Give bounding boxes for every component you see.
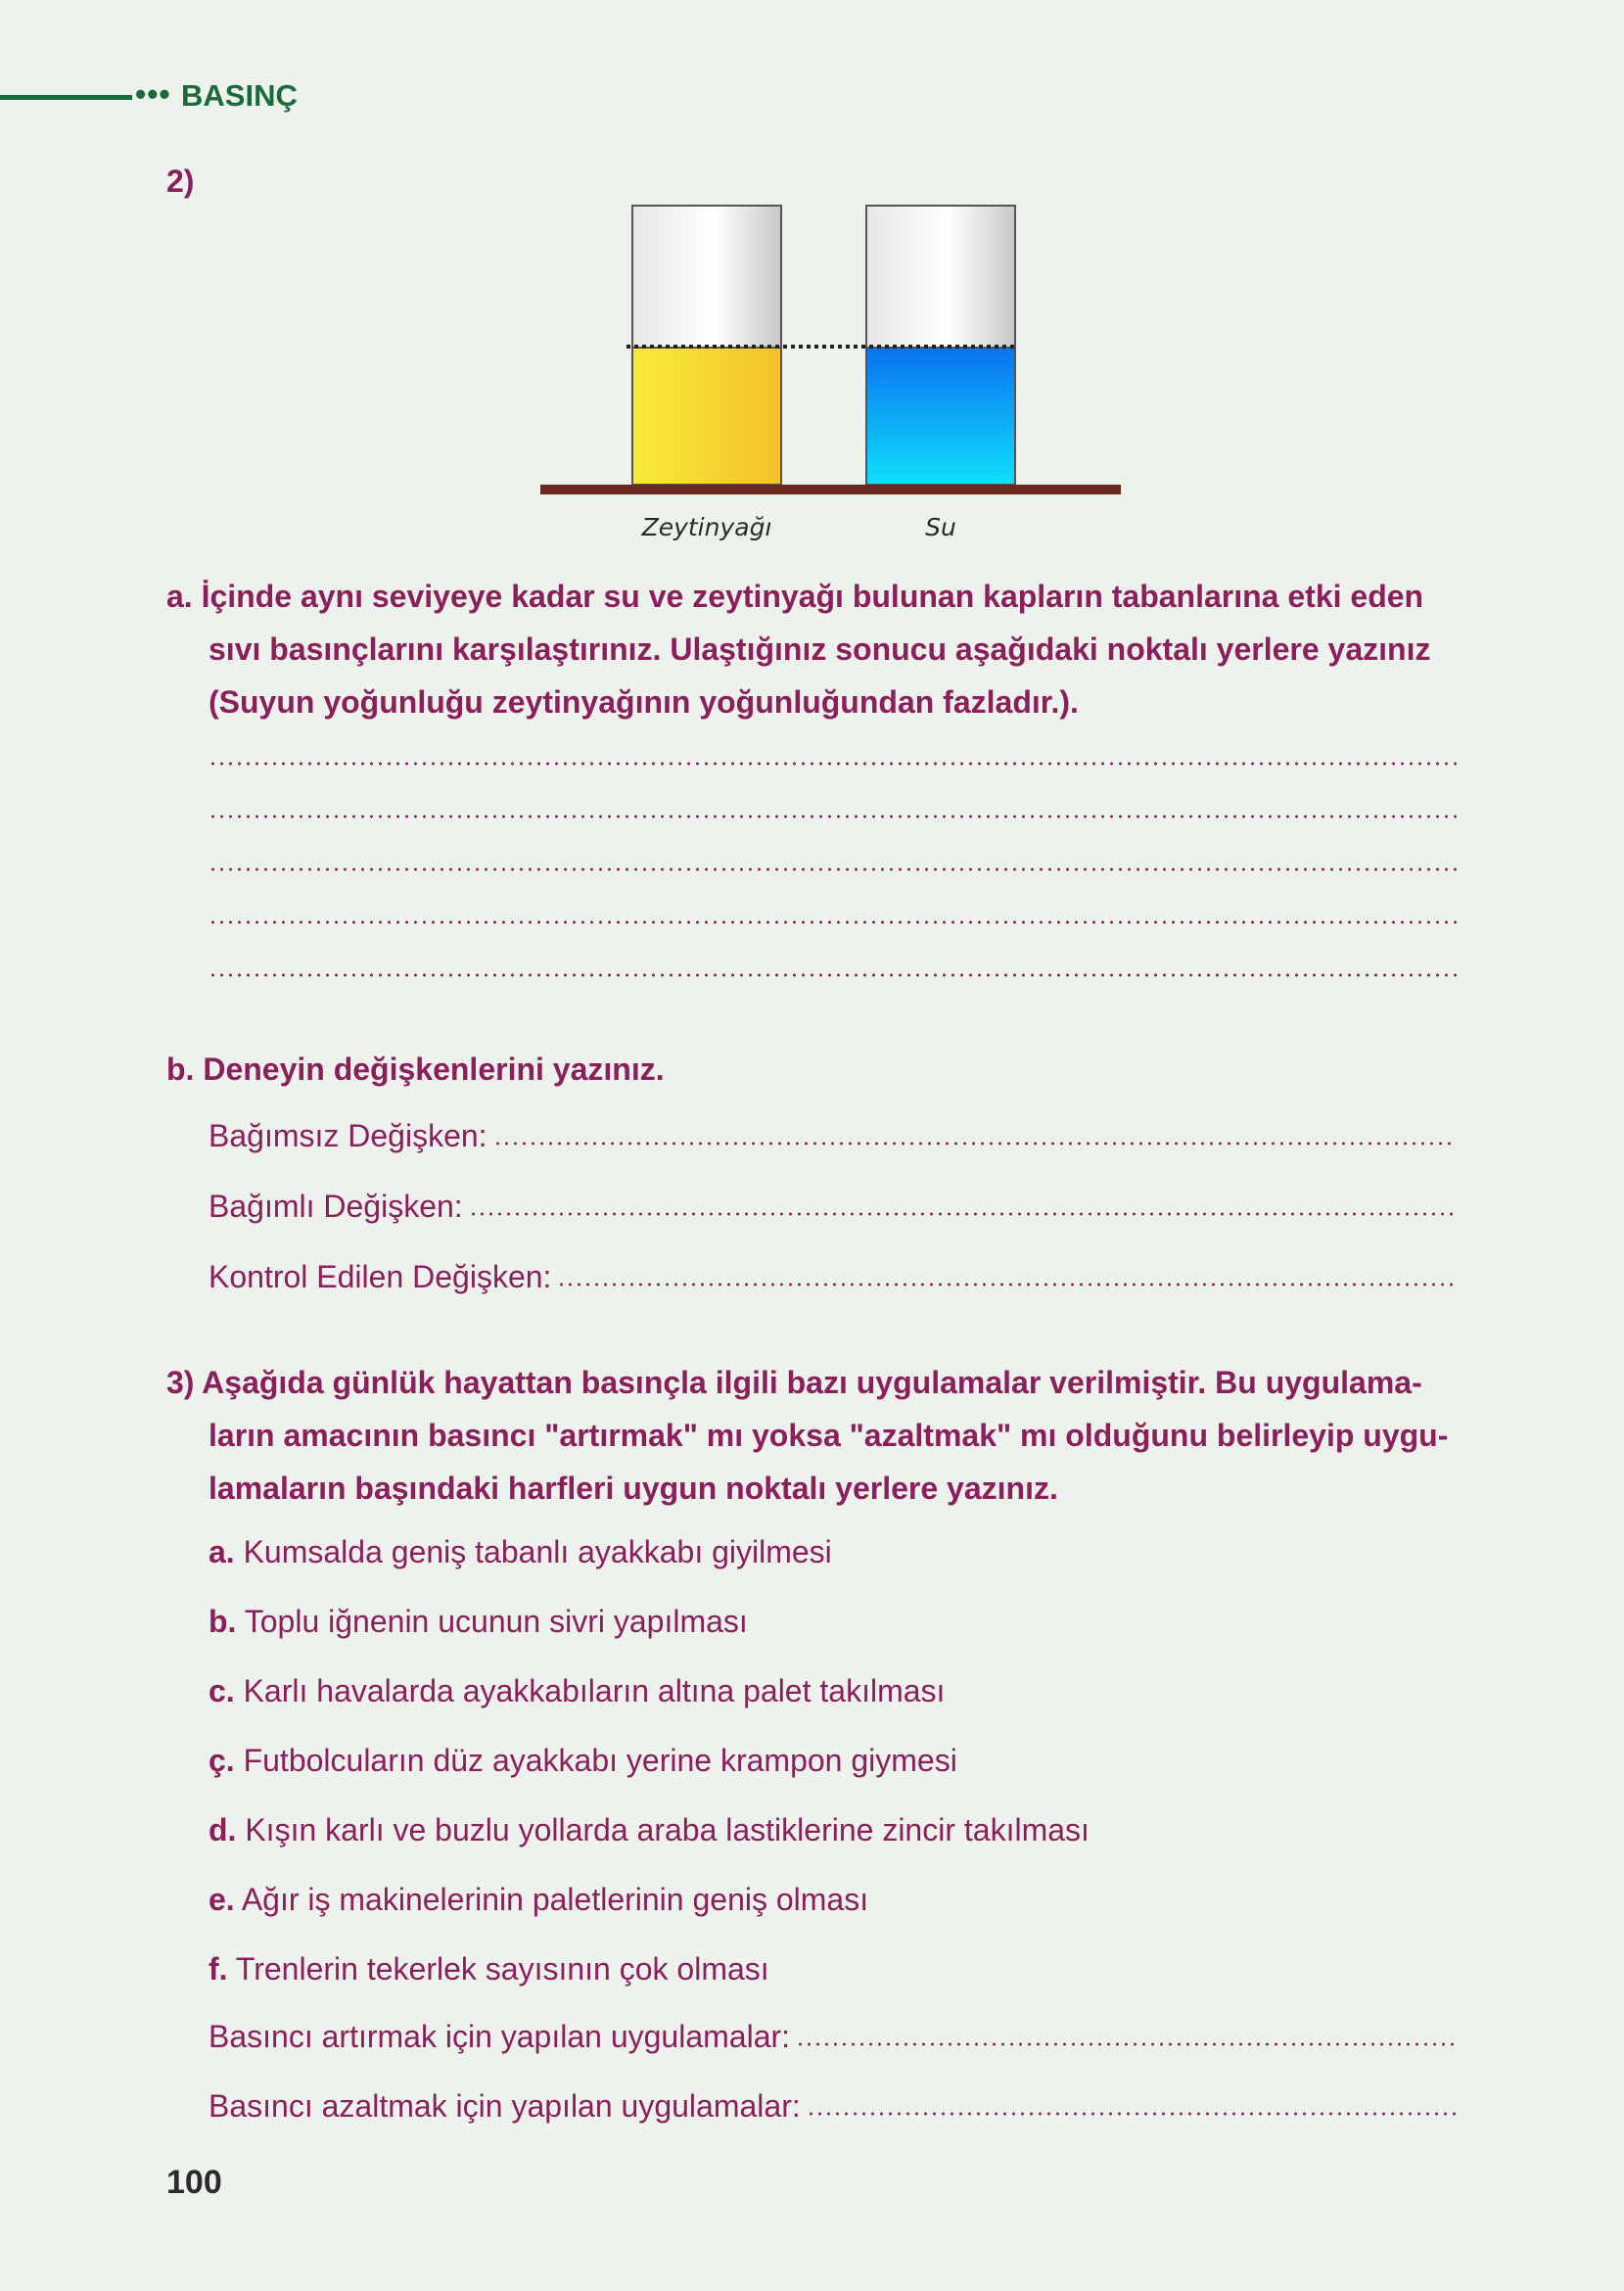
increase-label: Basıncı artırmak için yapılan uygulamalar:	[209, 2019, 791, 2054]
question-3-line1	[166, 1356, 1422, 1409]
part-a-letter: a.	[166, 579, 193, 614]
water-label: Su	[925, 513, 956, 541]
question-3-text1: Aşağıda günlük hayattan basınçla ilgili bazı uygulamalar verilmiştir. Bu uygulama-	[202, 1365, 1422, 1400]
controlled-variable-row	[209, 1259, 1457, 1295]
part-b-text: Deneyin değişkenlerini yazınız.	[203, 1052, 665, 1087]
independent-variable-field[interactable]	[493, 1142, 1457, 1146]
part-a-line3: (Suyun yoğunluğu zeytinyağının yoğunluğundan fazladır.).	[209, 684, 1079, 720]
independent-variable-row	[209, 1118, 1457, 1154]
water-beaker-glass	[866, 206, 1015, 348]
oil-liquid	[632, 348, 781, 485]
list-item: ç. Futbolcuların düz ayakkabı yerine krampon giymesi	[209, 1743, 957, 1778]
list-item: c. Karlı havalarda ayakkabıların altına palet takılması	[209, 1673, 946, 1708]
answer-line-2[interactable]	[209, 815, 1457, 818]
question-3-line2: ların amacının basıncı "artırmak" mı yoksa "azaltmak" mı olduğunu belirleyip uygu-	[209, 1418, 1449, 1453]
decrease-row	[209, 2088, 1457, 2125]
list-item: f. Trenlerin tekerlek sayısının çok olması	[209, 1951, 769, 1987]
table-surface	[540, 485, 1121, 494]
list-item: a. Kumsalda geniş tabanlı ayakkabı giyilmesi	[209, 1534, 832, 1569]
header-rule	[0, 95, 132, 100]
controlled-variable-label: Kontrol Edilen Değişken:	[209, 1259, 552, 1294]
decrease-label: Basıncı azaltmak için yapılan uygulamalar:	[209, 2088, 801, 2124]
decrease-answer-field[interactable]	[807, 2112, 1457, 2116]
controlled-variable-field[interactable]	[557, 1283, 1457, 1286]
part-b-heading	[166, 1043, 665, 1096]
independent-variable-label: Bağımsız Değişken:	[209, 1118, 487, 1153]
part-a-line2: sıvı basınçlarını karşılaştırınız. Ulaştığınız sonucu aşağıdaki noktalı yerlere yazınız	[209, 631, 1431, 667]
header-dots: •••	[135, 76, 171, 112]
oil-label: Zeytinyağı	[641, 513, 772, 541]
question-2-number: 2)	[166, 164, 195, 199]
part-a-line1	[166, 570, 1423, 623]
oil-beaker-glass	[632, 206, 781, 348]
increase-row	[209, 2019, 1457, 2055]
dependent-variable-field[interactable]	[469, 1212, 1457, 1216]
increase-answer-field[interactable]	[796, 2042, 1457, 2046]
answer-line-4[interactable]	[209, 920, 1457, 924]
answer-line-1[interactable]	[209, 762, 1457, 766]
part-b-letter: b.	[166, 1052, 195, 1087]
dependent-variable-row	[209, 1189, 1457, 1225]
answer-line-3[interactable]	[209, 867, 1457, 871]
dependent-variable-label: Bağımlı Değişken:	[209, 1189, 463, 1224]
beakers-figure	[529, 191, 1136, 548]
page-number: 100	[166, 2164, 222, 2201]
chapter-title: BASINÇ	[181, 78, 298, 113]
list-item: e. Ağır iş makinelerinin paletlerinin geniş olması	[209, 1882, 869, 1917]
question-3-number: 3)	[166, 1365, 195, 1400]
list-item: d. Kışın karlı ve buzlu yollarda araba lastiklerine zincir takılması	[209, 1812, 1090, 1847]
question-3-line3: lamaların başındaki harfleri uygun noktalı yerlere yazınız.	[209, 1471, 1058, 1506]
list-item: b. Toplu iğnenin ucunun sivri yapılması	[209, 1604, 748, 1639]
water-liquid	[866, 348, 1015, 485]
part-a-text1: İçinde aynı seviyeye kadar su ve zeytinyağı bulunan kapların tabanlarına etki eden	[201, 579, 1424, 614]
answer-line-5[interactable]	[209, 973, 1457, 977]
